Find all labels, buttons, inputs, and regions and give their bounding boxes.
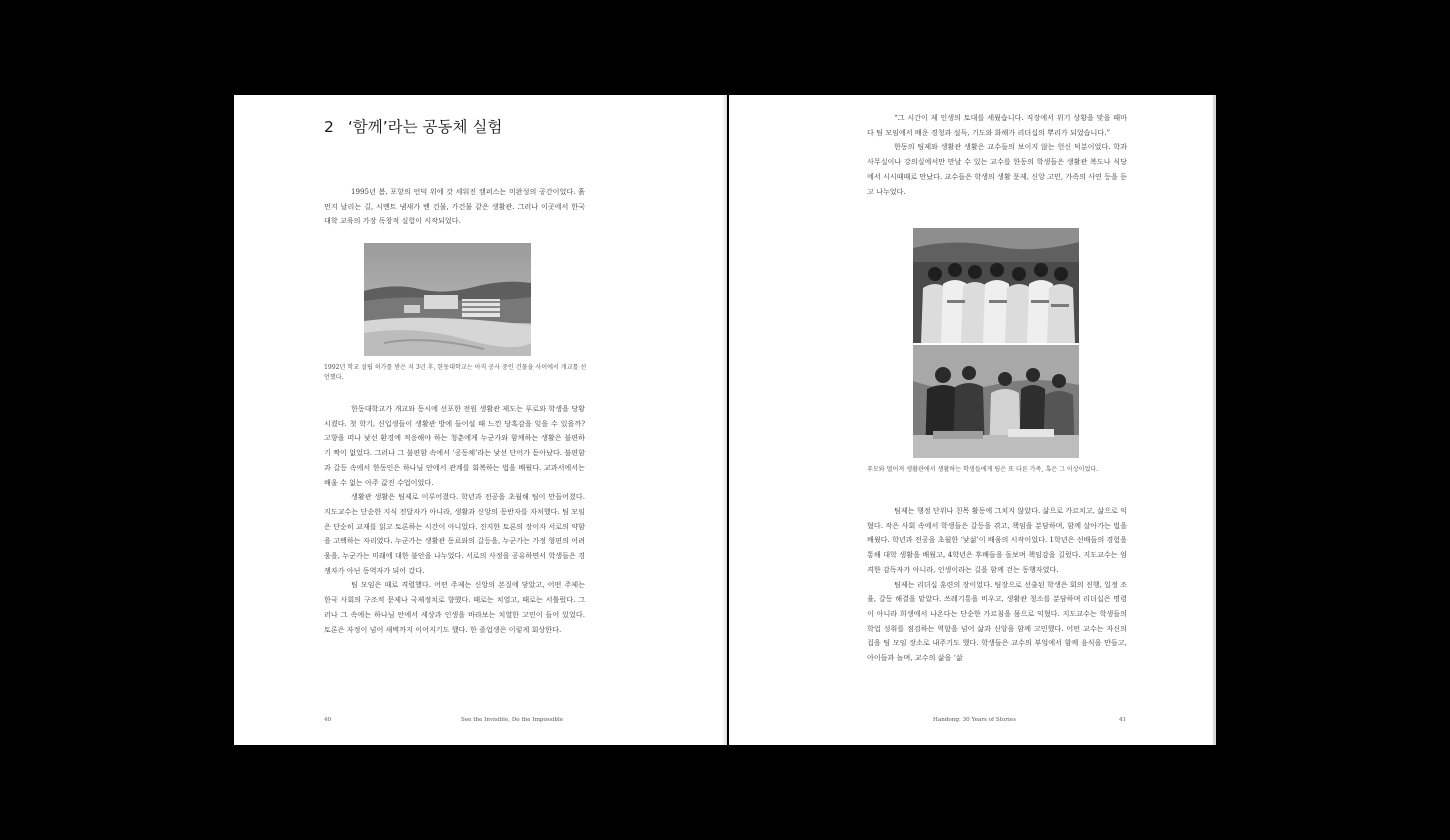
left-body-paragraph-3: 팀 모임은 때로 격렬했다. 어떤 주제는 신앙의 본질에 닿았고, 어떤 주제는 한국 사회의 구조적 문제나 국제정치로 향했다. 때로는 치열고, 때로는 서툴렀다. 그러나 그 속에는 하나님 안에서 세상과 인생을 바라보는 치열한 고민이 들어 있었다. 토론은 자정이 넘어 새벽까지 이어지기도 했다. 한 졸업생은 이렇게 회상한다. <box>324 580 585 634</box>
left-page-number: 40 <box>324 717 332 723</box>
campus-photo-graphic <box>364 243 531 356</box>
right-page-number: 41 <box>1119 717 1127 723</box>
right-body <box>867 504 1127 666</box>
page-edge <box>1213 95 1216 745</box>
chapter-number: 2 <box>324 118 334 136</box>
outing-photo-graphic <box>913 345 1079 458</box>
right-body-paragraph-2: 팀제는 리더십 훈련의 장이었다. 팀장으로 선출된 학생은 회의 진행, 일정 조율, 갈등 해결을 맡았다. 쓰레기통을 비우고, 생활관 청소를 분담하며 리더십은 명령이 아니라 희생에서 나온다는 단순한 가르침을 몸으로 익혔다. 지도교수는 학생들의 학업 성취를 점검하는 역할을 넘어 삶과 신앙을 함께 고민했다. 어떤 교수는 자신의 집을 팀 모임 장소로 내주기도 했다. 학생들은 교수의 부엌에서 함께 음식을 만들고, 아이들과 놀며, 교수의 삶을 ‘삶 <box>867 579 1127 663</box>
team-photo-graphic <box>913 228 1079 343</box>
team-photo-caption: 푸모와 떨어져 생활관에서 생활하는 학생들에게 팀은 또 다른 가족, 혹은 그 이상이었다. <box>867 466 1099 473</box>
campus-photo-caption: 1992년 학교 설립 허가를 받은 지 3년 후, 한동대학교는 아직 공사 중인 건물을 사이에서 개교를 선언했다. <box>324 364 587 381</box>
right-page <box>729 95 1216 745</box>
right-body-paragraph-1: 팀제는 행정 단위나 친목 활동에 그치지 않았다. 삶으로 가르치고, 삶으로 익혔다. 작은 사회 속에서 학생들은 갈등을 겪고, 책임을 분담하며, 함께 살아가는 법을 배웠다. 학년과 전공을 초월한 ‘낯섦’이 배움의 시작이었다. 1학년은 선배들의 경험을 통해 대학 생활을 배웠고, 4학년은 후배들을 돌보며 책임감을 길렀다. 지도교수는 엄격한 감독자가 아니라, 인생이라는 길을 함께 걷는 동행자였다. <box>867 506 1127 574</box>
team-group-photo <box>913 228 1079 343</box>
right-running-title: Handong: 30 Years of Stories <box>933 717 1016 723</box>
team-outing-photo <box>913 345 1079 458</box>
left-body-paragraph-1: 한동대학교가 개교와 동시에 선포한 전원 생활관 제도는 푸로와 학생을 당황시켰다. 첫 학기, 신입생들이 생활관 방에 들어설 때 느낀 당혹감을 잊을 수 있을까? 고향을 떠나 낯선 환경에 적응해야 하는 청춘에게 누군가와 함께하는 생활은 불편하기 짝이 없었다. 그러나 그 불편함 속에서 ‘공동체’라는 낯선 단어가 돋아났다. 불편함과 갈등 속에서 한동인은 하나님 안에서 관계를 회복하는 법을 배웠다. 교과서에서는 배울 수 없는 아주 값진 수업이었다. <box>324 404 585 487</box>
intro-paragraph <box>324 185 585 229</box>
campus-construction-photo <box>364 243 531 356</box>
intro-text: 1995년 봄, 포항의 언덕 위에 갓 세워진 캠퍼스는 미완성의 공간이었다. 흙먼지 날리는 길, 시멘트 냄새가 밴 건물, 가건물 같은 생활관. 그러나 이곳에서 한국 대학 교육의 가장 독창적 실험이 시작되었다. <box>324 187 585 226</box>
chapter-heading <box>324 115 502 137</box>
left-body-paragraph-2: 생활관 생활은 팀제로 이루어졌다. 학년과 전공을 초월해 팀이 만들어졌다. 지도교수는 단순한 지식 전달자가 아니라, 생활과 신앙의 동반자를 자처했다. 팀 모임은 단순히 교재를 읽고 토론하는 시간이 아니었다. 진지한 토론의 장이자 서로의 약함을 고백하는 자리였다. 누군가는 생활관 동료와의 갈등을, 누군가는 가정 형편의 어려움을, 누군가는 미래에 대한 불안을 나누었다. 서로의 사정을 공유하면서 학생들은 경쟁자가 아닌 동역자가 되어 갔다. <box>324 492 585 575</box>
quote-text: “그 시간이 제 인생의 토대를 세웠습니다. 직장에서 위기 상황을 맞을 때마다 팀 모임에서 배운 경청과 설득, 기도와 화해가 리더십의 뿌리가 되었습니다.” <box>867 113 1127 137</box>
left-page <box>234 95 727 745</box>
right-quote-block <box>867 111 1127 199</box>
right-intro-paragraph: 한동의 팀제와 생활관 생활은 교수들의 보이지 않는 헌신 덕분이었다. 학과 사무실이나 강의실에서만 만날 수 있는 교수를 한동의 학생들은 생활관 복도나 식당에서 시시때때로 만났다. 교수들은 학생의 생활 문제, 신앙 고민, 가족의 사연 등을 듣고 나누었다. <box>867 142 1127 196</box>
left-running-title: See the Invisible, Do the Impossible <box>461 717 564 723</box>
left-body <box>324 402 585 637</box>
chapter-title: ‘함께’라는 공동체 실험 <box>347 118 503 136</box>
